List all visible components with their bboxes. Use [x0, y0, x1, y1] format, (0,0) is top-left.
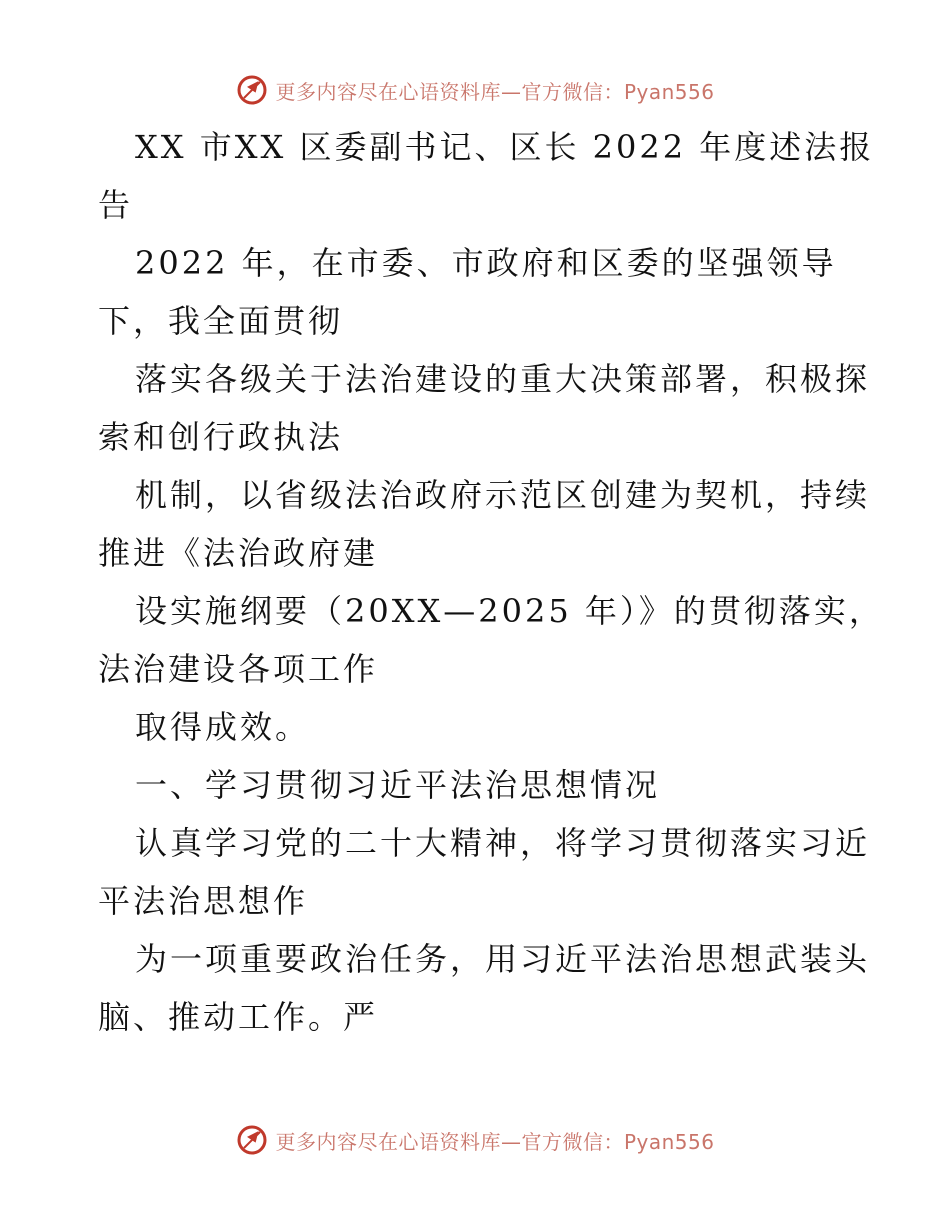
watermark-text: 更多内容尽在心语资料库—官方微信：Pyan556 — [275, 1129, 715, 1154]
text-line: 平法治思想作 — [98, 882, 309, 920]
watermark-text: 更多内容尽在心语资料库—官方微信：Pyan556 — [275, 79, 715, 104]
text-line: 下，我全面贯彻 — [98, 302, 344, 340]
text-line: 取得成效。 — [135, 708, 311, 746]
text-line: 告 — [98, 186, 134, 224]
feather-logo-icon — [235, 1123, 269, 1157]
feather-logo-icon — [235, 73, 269, 107]
text-line: 脑、推动工作。严 — [98, 998, 379, 1036]
watermark-footer — [0, 1120, 950, 1160]
text-line: XX 市XX 区委副书记、区长 2022 年度述法报 — [135, 128, 875, 166]
text-line: 机制，以省级法治政府示范区创建为契机，持续 — [135, 476, 871, 514]
text-line: 一、学习贯彻习近平法治思想情况 — [135, 766, 661, 804]
text-line: 设实施纲要（20XX—2025 年）》的贯彻落实， — [135, 592, 884, 630]
text-line: 2022 年，在市委、市政府和区委的坚强领导 — [135, 244, 837, 282]
text-line: 落实各级关于法治建设的重大决策部署，积极探 — [135, 360, 871, 398]
watermark-header — [0, 70, 950, 110]
document-body — [98, 118, 884, 1046]
text-line: 索和创行政执法 — [98, 418, 344, 456]
text-line: 法治建设各项工作 — [98, 650, 379, 688]
text-line: 为一项重要政治任务，用习近平法治思想武装头 — [135, 940, 871, 978]
text-line: 推进《法治政府建 — [98, 534, 379, 572]
text-line: 认真学习党的二十大精神，将学习贯彻落实习近 — [135, 824, 871, 862]
